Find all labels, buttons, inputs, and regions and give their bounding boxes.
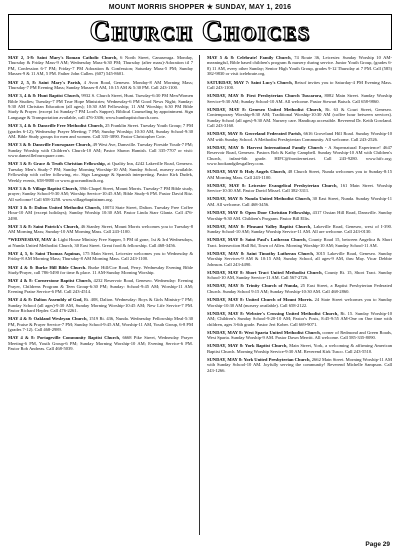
- listing-details: County Road 15, between Angelica & Short Tract. Intersection Hall Rd, Town of Allen. Morning Worship-10 AM; Sunday School-11 AM.: [207, 237, 392, 248]
- listing-heading: SUNDAY, MAY 8: Leicester Evangelical Presbyterian Church,: [207, 182, 338, 188]
- church-listing: [207, 297, 392, 308]
- listing-heading: MAY 4 & 8: Portageville Community Baptist Church,: [8, 335, 121, 341]
- listing-details: 4317 Ossian Hill Road, Dansville. Sunday Worship-9:30 AM. Children's Program. Pastor Bill Ellis.: [207, 210, 392, 221]
- listing-details: 49 West Ave, Dansville. Tuesday Fireside Youth-7 PM; Sunday Worship with Children's Church-10 AM; Pastor Shawn Hamish. Call 335-7707 or visit: www.dansvillefoursquare.com.: [8, 142, 193, 158]
- page-number: Page 29: [365, 541, 390, 548]
- listing-details: 25 Franklin Street. Tuesday Youth Group; 7 PM (grades 6-12); Wednesday Prayer Meeting; 7 PM; Sunday Worship; 10:30 AM, Sunday School-9:30 AM. Bible Study groups for men and women. Call 335-3890. Pastor Christopher Cote.: [8, 123, 193, 139]
- church-listing: [8, 265, 193, 276]
- church-listing: [8, 251, 193, 262]
- listing-details: 1519 Rt. 436, Nunda. Wednesday Fellowship Meal-5:30 PM, Praise & Prayer Service-7 PM; Sunday School-9:45 AM, Worship-11 AM, Youth Group, 6-8 PM (grades 7-12). Call 468-2989.: [8, 316, 193, 333]
- church-listing: [207, 283, 392, 294]
- listing-heading: *WEDNESDAY, MAY 4:: [8, 237, 57, 243]
- church-listing: [8, 205, 193, 221]
- listing-details: at Quality Inn, 4242 Lakeville Road, Geneseo. Tuesday Men's Study-7 PM; Sunday Morning Worship-10 AM; Sunday School, nursery available. Fellowship with coffee following, etc. Sign Language & Spanish interpreting. Pastor Kirk Dudek, Weekly events, 658-9880 or www.graceandtruth.org.: [8, 161, 193, 183]
- listing-heading: SUNDAY, MAY 8: Webster's Crossing United Methodist Church,: [207, 310, 339, 316]
- listing-details: Rt. 408, Dalton. Wednesday: Boys & Girls Ministry-7 PM; Sunday School (all ages)-9:30 AM, Sunday Morning Worship-10:45 AM; New Life Service-7 PM. Pastor Richard Hepler. Call 476-2261.: [8, 297, 193, 314]
- listing-details: 8082 Main Street. Sunday Worship Service-9:30 AM; Sunday School-10 AM. All welcome. Pastor Stewart Baisch. Call 658-9860.: [207, 93, 392, 104]
- listing-heading: SUNDAY, MAY 8: First Presbyterian Church Tuscarora,: [207, 93, 323, 99]
- church-listing: [207, 169, 392, 180]
- listing-details: 9932 S. Church Street, Hunt. Tuesday-6:30 PM Men/Women Bible Studies; Tuesday-7 PM True Hope Ministries; Wednesday-6 PM Good News Night; Sunday: 9:30 AM Christian Education (all ages); 10:30 AM Fellowship; 11 AM Worship; 6:30 PM Bible Study & Prayer. (except 1st Sunday-7 PM Lord's Supper). Biblical Counseling by appointment. Sign Language & Transportation available, call 476-3306; www.huntbaptistchurch.com.: [8, 93, 193, 120]
- church-listing: [207, 55, 392, 77]
- church-listing: [8, 316, 193, 332]
- listing-details: 6 North Street, Canaseraga. Monday, Thursday & Friday Mass-9 AM; Wednesday Mass-6:30 PM; Thursday (after mass)-Adoration til 7 PM, Confession 6-7 PM; Friday-7 PM Adoration & Confession; Saturday Mass-5 PM; Sunday Masses-9 & 11 AM, 5 PM. Father John Cullen. (607) 545-8601.: [8, 55, 193, 77]
- church-listing: [8, 278, 193, 294]
- church-listing: [207, 183, 392, 194]
- listing-details: 48 Church Street, Nunda welcomes you to Sunday-8:15 AM Morning Mass. Call 243-1100.: [207, 169, 392, 180]
- listing-details: 30 East Street, Nunda. Sunday Worship-11 AM. All welcome. Call 468-3456.: [207, 196, 392, 207]
- listing-heading: MAY 3 & 8: Village Baptist Church,: [8, 185, 79, 191]
- listing-heading: MAY 2, 5, 8: Saint Mary's Parish,: [8, 79, 82, 85]
- column-divider: [199, 55, 200, 535]
- listing-details: Lakeville Road, Geneseo, west of I-390. Sunday School-10 AM; Sunday Worship Service-11 AM. All are welcome. Call 243-0130.: [207, 223, 392, 235]
- listing-heading: MAY 4 & 8: Burke Hill Bible Church.: [8, 264, 87, 270]
- church-listing: [8, 123, 193, 139]
- right-column: [207, 55, 392, 535]
- church-listing: [207, 145, 392, 167]
- church-listing: [207, 270, 392, 281]
- listing-details: 4232 Reservoir Road, Geneseo. Wednesday: Evening Prayer, Childrens Program & Teen Group-6:30 PM; Sunday: School-9:45 AM; Worship-11 AM; Evening Praise Service-6 PM. Call 243-4514.: [8, 278, 193, 295]
- listing-heading: SUNDAY, MAY 8: Harvest International Family Church: [207, 144, 323, 150]
- listing-heading: SUNDAY, MAY 8: York United Presbyterian Church,: [207, 356, 311, 362]
- church-listing: [8, 55, 193, 77]
- church-listing: [207, 93, 392, 104]
- section-banner: [8, 14, 392, 50]
- church-listing: [8, 142, 193, 158]
- church-listing: [207, 107, 392, 129]
- listing-heading: MAY 5 & 8: Celebrate! Family Church,: [207, 55, 292, 60]
- church-listing: [207, 131, 392, 142]
- listing-details: 25 East Street, a Baptist Presbyterian Federated Church. Sunday School 9:15 AM; Sunday Worship-10:30 AM. Call 468-2860.: [207, 283, 392, 294]
- listing-heading: SATURDAY, MAY 7: Saint Lucy's Church,: [207, 79, 293, 85]
- listing-details: corner of Redmond and Green Roads, West Sparta. Sunday Worship-9 AM. Pastor Dawn Merritt. All welcome. Call 585-335-8090.: [207, 329, 392, 341]
- listing-details: 6616 Groveland Hill Road. Sunday Worship-10 AM with Sunday School. A Methodist Presbyterian Community. All welcome. Call 243-2526.: [207, 131, 392, 142]
- listing-heading: MAY 3 & 8: Grace & Truth Christian Fellowship,: [8, 161, 106, 167]
- church-listing: [8, 224, 193, 235]
- listing-heading: MAY 3 & 8: Dansville Foursquare Church,: [8, 142, 92, 148]
- church-listing: [207, 343, 392, 354]
- church-listing: [207, 237, 392, 248]
- listing-details: 161 Main Street. Worship Service-10:30 AM. Pastor David Missel. Call 382-3311.: [207, 182, 392, 194]
- listing-heading: SUNDAY, MAY 8: Groveland Federated Parish,: [207, 131, 302, 137]
- church-listing: [207, 311, 392, 327]
- listing-heading: SUNDAY, MAY 8: West Sparta United Methodist Church,: [207, 329, 321, 335]
- church-listing: [8, 80, 193, 91]
- listing-heading: SUNDAY, MAY 8: Open Door Christian Fellowship,: [207, 210, 311, 216]
- listing-heading: SUNDAY, MAY 8: Short Tract United Methodist Church,: [207, 269, 323, 275]
- listing-heading: SUNDAY, MAY 8: Nunda United Methodist Church,: [207, 196, 312, 202]
- listing-details: 46 Stanley Street, Mount Morris welcomes you to Tuesday-8 AM Morning Mass; Sunday-10 AM Morning Mass. Call 243-1100.: [8, 223, 193, 235]
- listing-heading: SUNDAY, MAY 8: Saint Paul's Lutheran Church,: [207, 237, 307, 243]
- listing-details: 4 Avon Road, Geneseo. Monday-8 AM Morning Mass; Thursday-7 PM Evening Mass; Sunday Masses-8 AM, 10:15 AM & 5:30 PM. Call 243-1100.: [8, 79, 193, 90]
- listing-heading: MAY 2, 3-8: Saint Mary's Roman Catholic Church,: [8, 55, 118, 60]
- listing-heading: SUNDAY, MAY 8: Trinity Church of Nunda,: [207, 283, 299, 289]
- listing-heading: MAY 4 & 8: Oakland Wesleyan Church,: [8, 316, 88, 322]
- church-listing: [207, 210, 392, 221]
- listing-details: Light House Ministry Free Supper, 5 PM til gone, 1st & 3rd Wednesdays, at Nunda United Methodist Church, 30 East Street. Great food & fellowship. Call 468-3456.: [8, 237, 193, 248]
- church-listing: [8, 161, 193, 183]
- church-listing: [207, 80, 392, 91]
- listing-details: 74 Route 36, Leicester. Sunday Worship 10 AM-meaningful, Bible based children's program & nursery during service. Junior Youth Group, (grades 6-8) 11 AM, every other Sunday; Senior High Youth Group, grades 9-12 Thursday at 7 PM. Call (585) 382-9830 or visit icelebrate.org.: [207, 55, 392, 77]
- listing-heading: SUNDAY, MAY 8: Geneseo United Methodist Church,: [207, 106, 323, 112]
- listing-details: Retsof invites you to Saturday-4 PM Evening Mass. Call 243-1100.: [207, 79, 392, 90]
- listing-details: Rt. 63 & Court Street, Geneseo. Contemporary Worship-8:30 AM; Traditional Worship-10:30 AM (coffee hour between services). Sunday School (all ages)-9:30 AM. Nursery care. Handicap accessible. Reverend Dr. Keith Gowland. Call 243-3160.: [207, 106, 392, 129]
- listing-details: Burke Hill/Coe Road, Perry. Wednesday Evening Bible Study/Prayer, call 786-5490 for time & place. 11 AM-Sunday Morning Worship.: [8, 264, 193, 275]
- listing-details: Rt. 15. Sunday Worship-10 AM; Children's Sunday School-9:20-10 AM; Pastor's Posts, 8:45-9:55 AM-One on One time with children, ages 3-6th grade. Pastor Jeri Kober. Call 669-9071.: [207, 310, 392, 327]
- section-title: Church Choices: [89, 16, 311, 47]
- page-header: MOUNT MORRIS SHOPPER ★ SUNDAY, MAY 1, 2016: [108, 4, 292, 11]
- listing-heading: MAY 3 & 8: Dalton United Methodist Church,: [8, 204, 101, 210]
- listing-details: 39th Chapel Street, Mount Morris. Tuesday-7 PM Bible study, prayer; Sunday School-9:30 AM; Worship Service-10:45 AM; Bible Study-6 PM. Pastor David Ritz. All welcome! Call 658-3258. www.villagebaptistmm.org.: [8, 185, 193, 202]
- listing-heading: SUNDAY, MAY 8: Holy Angels Church,: [207, 169, 287, 175]
- listing-heading: MAY 3 & 8: Saint Patrick's Church,: [8, 223, 80, 229]
- listing-details: Main Street, York, a welcoming & affirming American Baptist Church. Morning Worship Service-9:30 AM. Reverend Kirk Tusco. Call 243-5510.: [207, 343, 392, 354]
- listing-heading: MAY 3, 4 & 8: Dansville Free Methodist Church,: [8, 123, 104, 129]
- church-listing: [207, 224, 392, 235]
- listing-details: 175 Main Street, Leicester welcomes you to Wednesday & Friday-8 AM Morning Mass; Thursday-8 AM Morning Mass. Call 243-1100.: [8, 250, 193, 262]
- listing-heading: MAY 4, 5, 6: Saint Thomas Aquinas,: [8, 250, 82, 256]
- listing-details: 2662 Main Street. Morning Worship-11 AM with Sunday School-10 AM. Joyfully serving the community! Reverend Michelle Sampson. Call 243-1266.: [207, 356, 392, 373]
- listing-details: 3015 Lakeville Road, Geneseo. Sunday Worship Services-9 AM & 10:15 AM; Sunday School, all ages-9 AM, thru May. Vicar Debbie Johnson. Call 243-4490.: [207, 250, 392, 267]
- listing-details: 24 State Street welcomes you to Sunday Worship-10:30 AM (nursery available). Call 658-2122.: [207, 297, 392, 308]
- church-listing: [8, 335, 193, 351]
- listing-details: 6668 Pike Street, Wednesday Prayer Meeting-6 PM, Youth Group-6 PM; Sunday Morning Worship-10 AM; Evening Service-6 PM. Pastor Rob Andreas. Call 468-5039.: [8, 335, 193, 352]
- listing-heading: MAY 3, 4 & 8: Hunt Baptist Church,: [8, 93, 81, 99]
- listing-details: 10074 State Street, Dalton. Tuesday Free Coffee Hour-10 AM (except holidays); Sunday Worship 10:30 AM. Pastor Linda Starr Glantz. Call 476-2490.: [8, 204, 193, 221]
- church-listing: [8, 237, 193, 248]
- church-listing: [8, 297, 193, 313]
- listing-details: - A Supernatural Experience! 4647 Reservoir Road, Geneseo. Pastors Bob & Kathy Campbell. Sunday Worship-10 AM with Children's Church, infant-6th grade. HIFC@frontiernet.net. Call 243-9280. www.hifc.org; www.bookandgilesgallery.com.: [207, 144, 392, 167]
- church-listing: [207, 196, 392, 207]
- listing-heading: SUNDAY, MAY 8: United Church of Mount Morris.: [207, 297, 313, 303]
- church-listing: [8, 186, 193, 202]
- listing-heading: MAY 4 & 8: Cornerstone Baptist Church,: [8, 278, 92, 284]
- church-listing: [207, 330, 392, 341]
- church-listing: [8, 93, 193, 120]
- left-column: [8, 55, 193, 535]
- church-listing: [207, 251, 392, 267]
- listing-heading: MAY 4 & 8: Dalton Assembly of God,: [8, 297, 83, 303]
- listing-heading: SUNDAY, MAY 8: Saint Timothy Lutheran Church,: [207, 250, 314, 256]
- listing-details: County Rt. 15, Short Tract. Sunday School-10 AM, Sunday Service-11 AM. Call 567-2726.: [207, 269, 392, 281]
- listing-heading: SUNDAY, MAY 8: York Baptist Church,: [207, 343, 288, 349]
- listing-heading: SUNDAY, MAY 8: Pleasant Valley Baptist Church,: [207, 223, 312, 229]
- church-listing: [207, 357, 392, 373]
